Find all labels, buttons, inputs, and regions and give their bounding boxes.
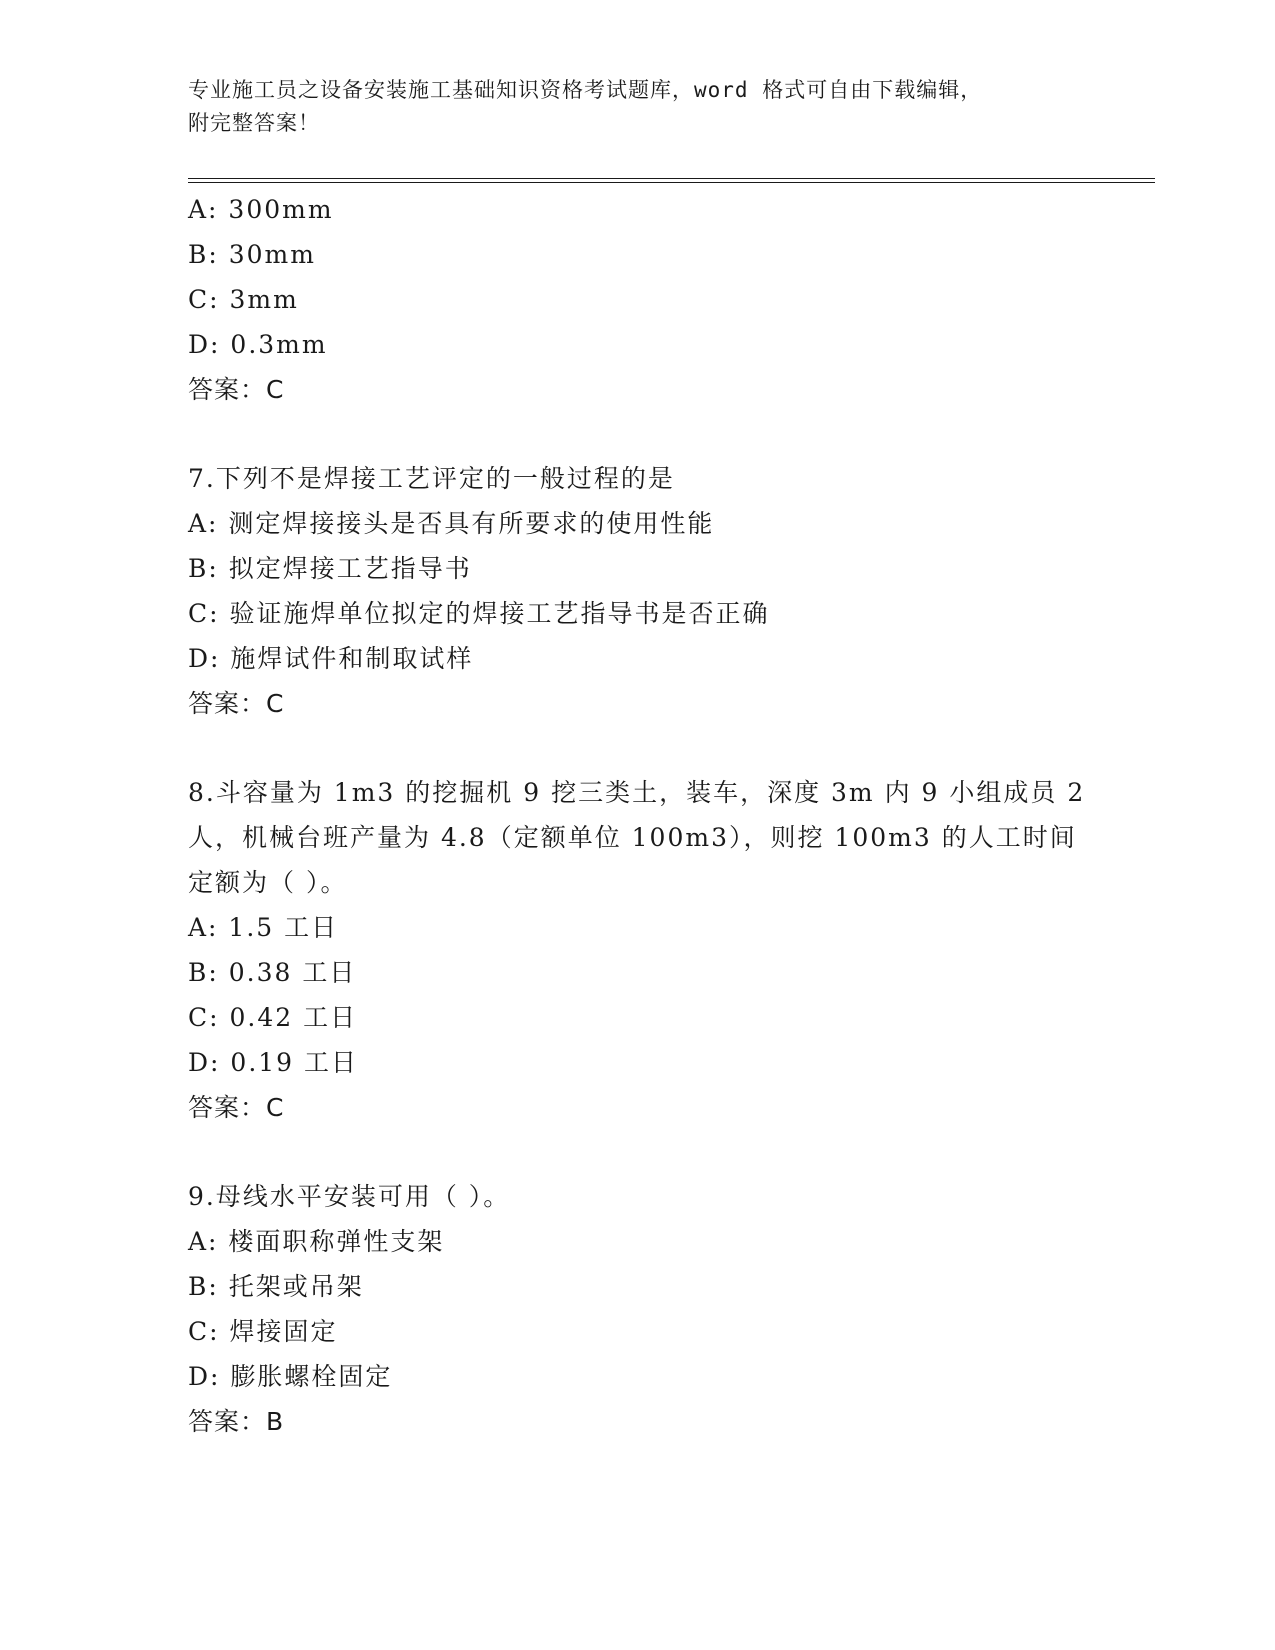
question-8-line-1: 8.斗容量为 1m3 的挖掘机 9 挖三类土，装车，深度 3m 内 9 小组成员 2	[188, 778, 1086, 807]
option-a: A: 测定焊接接头是否具有所要求的使用性能	[188, 509, 715, 538]
option-a: A: 1.5 工日	[188, 913, 339, 942]
question-8-line-3: 定额为（ ）。	[188, 868, 348, 897]
question-7: 7.下列不是焊接工艺评定的一般过程的是	[188, 464, 675, 493]
answer: 答案：C	[188, 1093, 285, 1122]
answer: 答案：C	[188, 375, 285, 404]
document-header	[188, 74, 1088, 140]
header-divider	[188, 178, 1155, 183]
option-d: D: 0.3mm	[188, 330, 328, 359]
question-8-line-2: 人，机械台班产量为 4.8（定额单位 100m3），则挖 100m3 的人工时间	[188, 823, 1077, 852]
option-b: B: 0.38 工日	[188, 958, 357, 987]
option-b: B: 托架或吊架	[188, 1272, 364, 1301]
header-line-1: 专业施工员之设备安装施工基础知识资格考试题库，word 格式可自由下载编辑，	[188, 78, 983, 102]
option-d: D: 施焊试件和制取试样	[188, 644, 474, 673]
option-c: C: 3mm	[188, 285, 299, 314]
answer: 答案：C	[188, 689, 285, 718]
question-9: 9.母线水平安装可用（ ）。	[188, 1182, 511, 1211]
option-c: C: 0.42 工日	[188, 1003, 358, 1032]
option-a: A: 楼面职称弹性支架	[188, 1227, 445, 1256]
option-c: C: 验证施焊单位拟定的焊接工艺指导书是否正确	[188, 599, 770, 628]
header-line-2: 附完整答案！	[188, 111, 320, 135]
option-b: B: 拟定焊接工艺指导书	[188, 554, 472, 583]
option-d: D: 0.19 工日	[188, 1048, 359, 1077]
option-c: C: 焊接固定	[188, 1317, 338, 1346]
option-a: A: 300mm	[188, 195, 334, 224]
option-b: B: 30mm	[188, 240, 316, 269]
option-d: D: 膨胀螺栓固定	[188, 1362, 393, 1391]
answer: 答案：B	[188, 1407, 285, 1436]
